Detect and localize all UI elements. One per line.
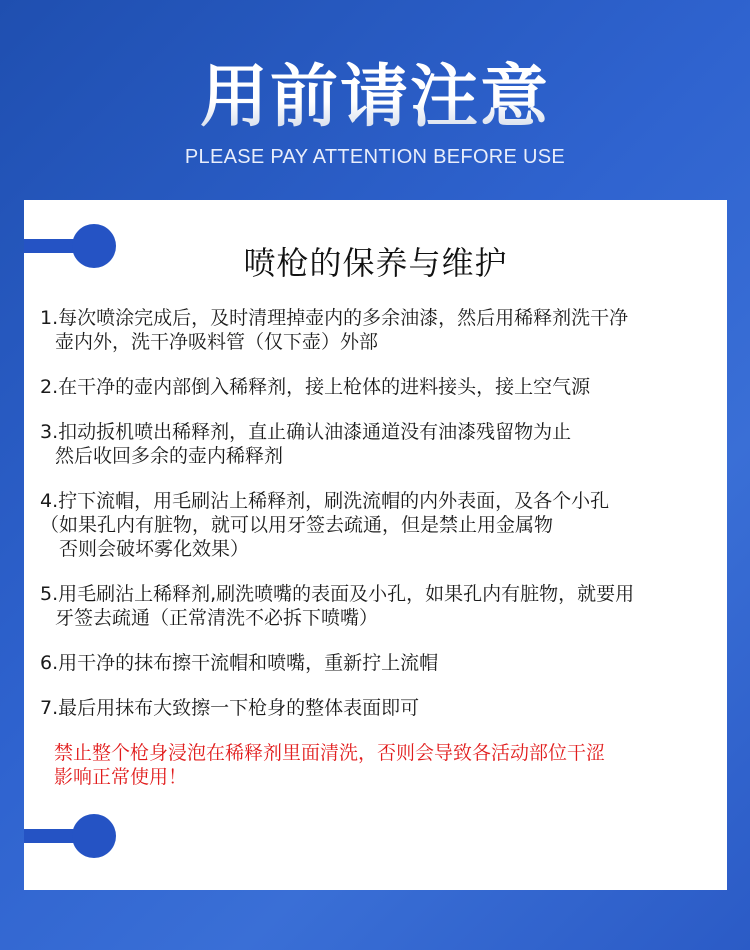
warning-note <box>54 741 720 789</box>
list-item <box>40 489 720 561</box>
notice-card <box>24 200 727 890</box>
item-line: 5.用毛刷沾上稀释剂,刷洗喷嘴的表面及小孔，如果孔内有脏物，就要用 <box>40 583 635 605</box>
item-line: 4.拧下流帽，用毛刷沾上稀释剂，刷洗流帽的内外表面，及各个小孔 <box>40 490 610 512</box>
item-line: 然后收回多余的壶内稀释剂 <box>55 445 284 467</box>
item-line: （如果孔内有脏物，就可以用牙签去疏通，但是禁止用金属物 <box>40 514 554 536</box>
list-item <box>40 375 720 399</box>
warning-line: 禁止整个枪身浸泡在稀释剂里面清洗，否则会导致各活动部位干涩 <box>54 742 606 764</box>
item-line: 否则会破坏雾化效果） <box>59 538 250 560</box>
list-item <box>40 582 720 630</box>
list-item <box>40 651 720 675</box>
page-subtitle: PLEASE PAY ATTENTION BEFORE USE <box>184 146 566 168</box>
decor-dot-bottom <box>72 814 116 858</box>
item-line: 2.在干净的壶内部倒入稀释剂，接上枪体的进料接头，接上空气源 <box>40 376 591 398</box>
item-line: 牙签去疏通（正常清洗不必拆下喷嘴） <box>55 607 379 629</box>
list-item <box>40 696 720 720</box>
list-item <box>40 306 720 354</box>
card-title: 喷枪的保养与维护 <box>243 244 508 282</box>
item-line: 7.最后用抹布大致擦一下枪身的整体表面即可 <box>40 697 420 719</box>
item-line: 壶内外，洗干净吸料管（仅下壶）外部 <box>55 331 379 353</box>
list-item <box>40 420 720 468</box>
instruction-list <box>40 306 720 789</box>
item-line: 3.扣动扳机喷出稀释剂，直止确认油漆通道没有油漆残留物为止 <box>40 421 572 443</box>
item-line: 6.用干净的抹布擦干流帽和喷嘴，重新拧上流帽 <box>40 652 439 674</box>
warning-line: 影响正常使用！ <box>54 766 188 788</box>
page-title: 用前请注意 <box>0 58 750 138</box>
item-line: 1.每次喷涂完成后，及时清理掉壶内的多余油漆，然后用稀释剂洗干净 <box>40 307 629 329</box>
